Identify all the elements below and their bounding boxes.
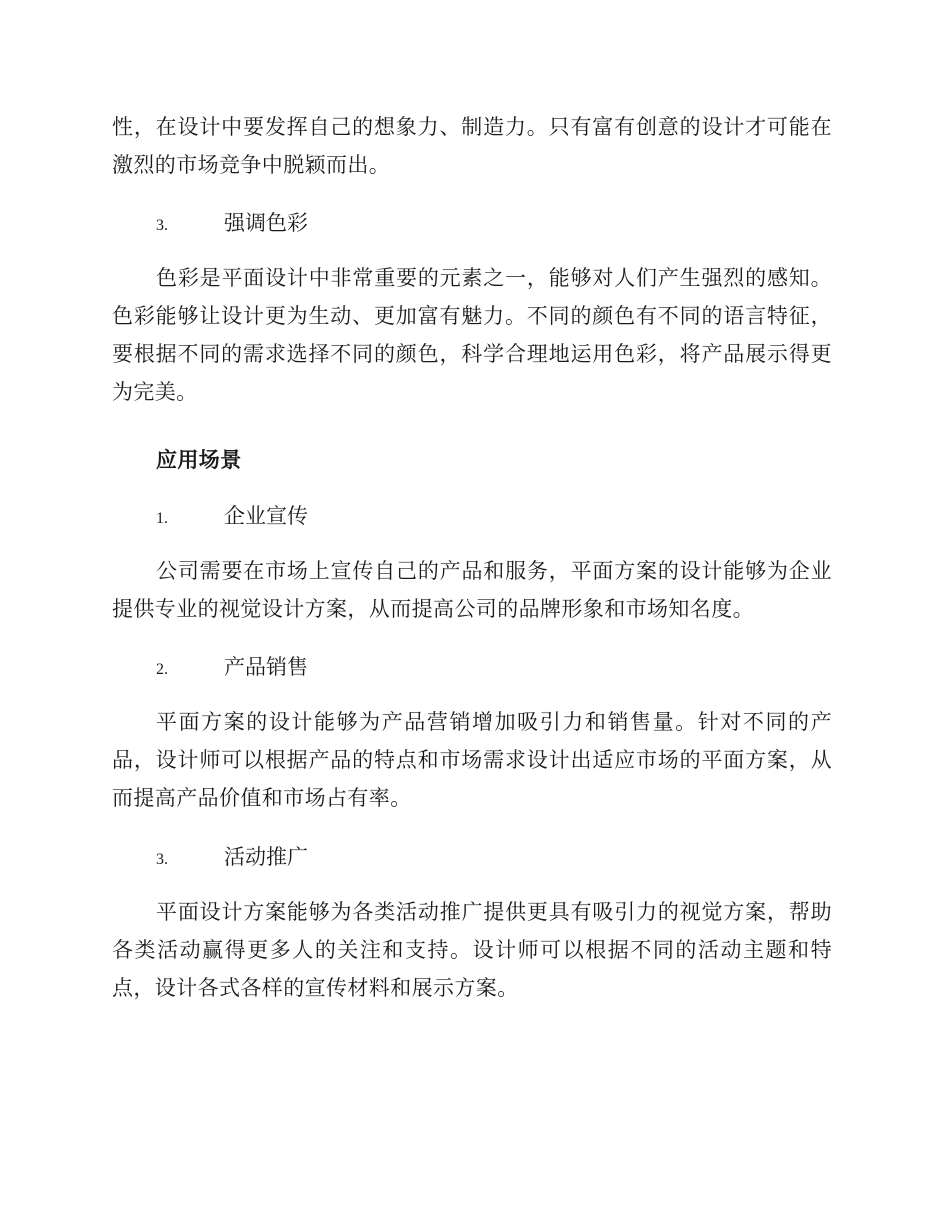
list-number: 3. [156,851,168,868]
list-number: 2. [156,661,168,678]
paragraph-sales: 平面方案的设计能够为产品营销增加吸引力和销售量。针对不同的产品，设计师可以根据产品的特点和市场需求设计出适应市场的平面方案，从而提高产品价值和市场占有率。 [112,710,832,810]
list-item-enterprise-promotion [156,497,308,538]
paragraph-enterprise: 公司需要在市场上宣传自己的产品和服务，平面方案的设计能够为企业提供专业的视觉设计方案，从而提高公司的品牌形象和市场知名度。 [112,559,832,621]
list-item-emphasize-color [156,204,308,245]
paragraph-color: 色彩是平面设计中非常重要的元素之一，能够对人们产生强烈的感知。色彩能够让设计更为生动、更加富有魅力。不同的颜色有不同的语言特征，要根据不同的需求选择不同的颜色，科学合理地运用色彩，将产品展示得更为完美。 [112,266,832,404]
list-item-product-sales [156,648,308,689]
paragraph-intro-continued: 性，在设计中要发挥自己的想象力、制造力。只有富有创意的设计才可能在激烈的市场竞争中脱颖而出。 [112,115,832,177]
list-label: 企业宣传 [224,504,308,528]
list-label: 强调色彩 [224,211,308,235]
list-number: 3. [156,217,168,234]
list-label: 产品销售 [224,655,308,679]
section-heading-scenarios: 应用场景 [156,448,242,472]
list-number: 1. [156,510,168,527]
list-label: 活动推广 [224,845,308,869]
paragraph-event: 平面设计方案能够为各类活动推广提供更具有吸引力的视觉方案，帮助各类活动赢得更多人的关注和支持。设计师可以根据不同的活动主题和特点，设计各式各样的宣传材料和展示方案。 [112,900,832,1000]
list-item-event-promotion [156,838,308,879]
